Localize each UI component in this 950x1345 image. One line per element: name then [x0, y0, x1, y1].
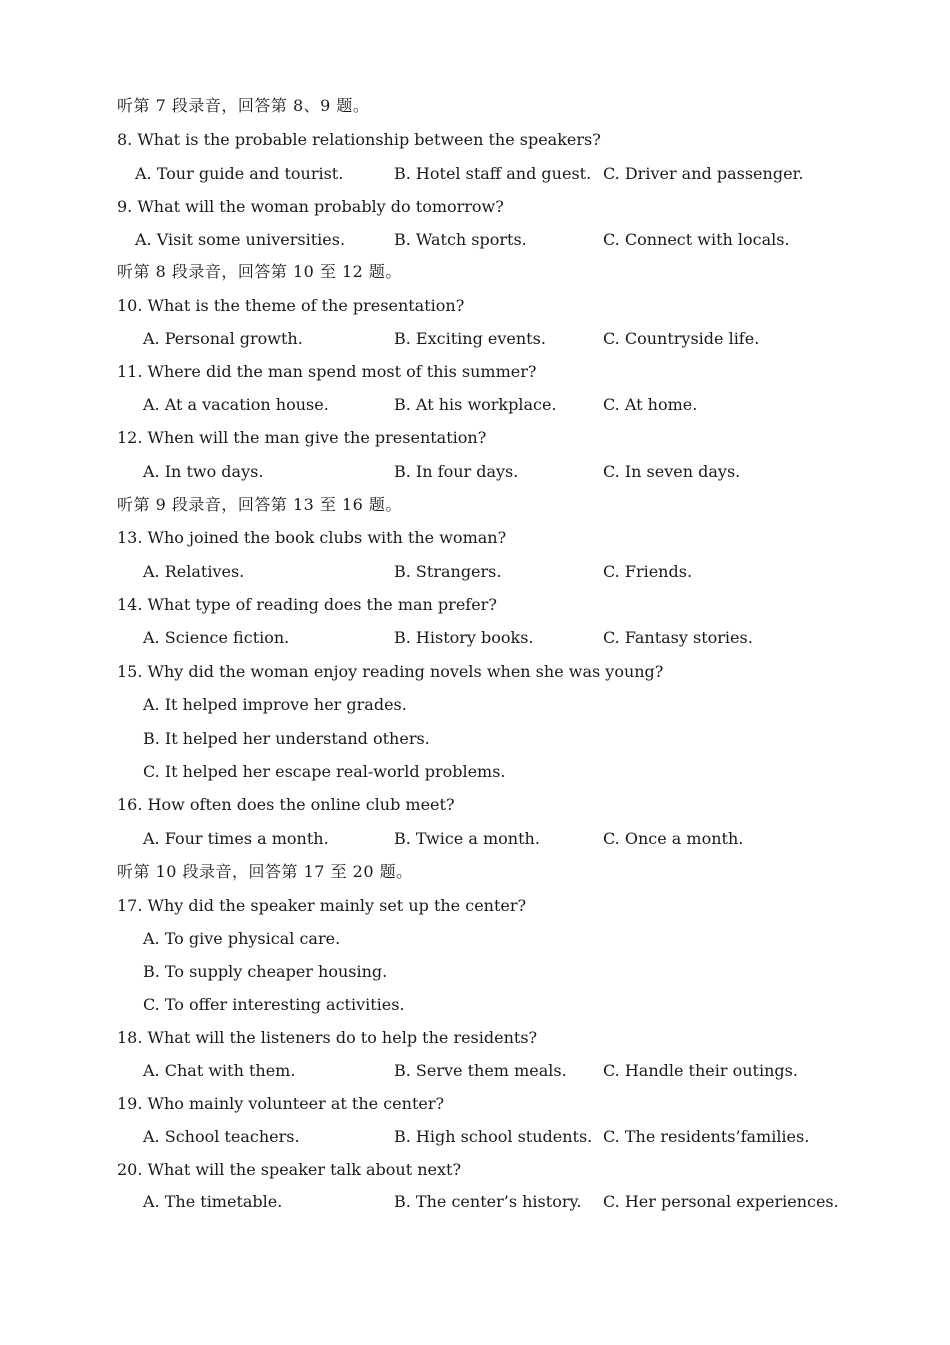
options-12: [0, 455, 950, 488]
question-stem: 20. What will the speaker talk about next?: [117, 1160, 462, 1179]
section-heading: 听第 10 段录音，回答第 17 至 20 题。: [117, 862, 413, 881]
option-b: B. Twice a month.: [394, 829, 540, 848]
question-19: [0, 1087, 950, 1120]
question-stem: 12. When will the man give the presentation?: [117, 428, 487, 447]
option-c: C. Driver and passenger.: [603, 164, 804, 183]
question-18: [0, 1021, 950, 1054]
options-15-c: [0, 755, 950, 788]
question-stem: 11. Where did the man spend most of this summer?: [117, 362, 537, 381]
question-stem: 9. What will the woman probably do tomorrow?: [117, 197, 504, 216]
options-17-b: [0, 955, 950, 988]
question-stem: 14. What type of reading does the man prefer?: [117, 595, 497, 614]
question-stem: 8. What is the probable relationship between the speakers?: [117, 130, 601, 149]
option-a: A. Tour guide and tourist.: [135, 164, 344, 183]
option-b: B. In four days.: [394, 462, 519, 481]
option-a: A. Science fiction.: [143, 628, 290, 647]
section-heading: 听第 7 段录音，回答第 8、9 题。: [117, 96, 370, 115]
option-a: A. To give physical care.: [143, 929, 341, 948]
option-b: B. Exciting events.: [394, 329, 546, 348]
option-c: C. Handle their outings.: [603, 1061, 798, 1080]
question-13: [0, 521, 950, 554]
option-c: C. It helped her escape real-world problems.: [143, 762, 506, 781]
option-a: A. Personal growth.: [143, 329, 303, 348]
option-b: B. Serve them meals.: [394, 1061, 567, 1080]
option-c: C. In seven days.: [603, 462, 741, 481]
options-16: [0, 822, 950, 855]
question-11: [0, 355, 950, 388]
question-stem: 15. Why did the woman enjoy reading novels when she was young?: [117, 662, 664, 681]
options-14: [0, 621, 950, 654]
options-20: [0, 1185, 950, 1218]
options-15-a: [0, 688, 950, 721]
option-c: C. To offer interesting activities.: [143, 995, 405, 1014]
option-a: A. In two days.: [143, 462, 264, 481]
options-18: [0, 1054, 950, 1087]
question-15: [0, 655, 950, 688]
option-b: B. Watch sports.: [394, 230, 527, 249]
option-c: C. Fantasy stories.: [603, 628, 753, 647]
question-12: [0, 421, 950, 454]
options-13: [0, 555, 950, 588]
option-c: C. Countryside life.: [603, 329, 760, 348]
options-10: [0, 322, 950, 355]
question-stem: 19. Who mainly volunteer at the center?: [117, 1094, 445, 1113]
option-a: A. Visit some universities.: [135, 230, 346, 249]
option-a: A. Relatives.: [143, 562, 245, 581]
option-b: B. The center’s history.: [394, 1192, 582, 1211]
section-heading: 听第 9 段录音，回答第 13 至 16 题。: [117, 495, 402, 514]
question-20: [0, 1153, 950, 1186]
options-8: [0, 157, 950, 190]
option-b: B. Hotel staff and guest.: [394, 164, 592, 183]
option-b: B. At his workplace.: [394, 395, 557, 414]
options-15-b: [0, 722, 950, 755]
option-b: B. History books.: [394, 628, 534, 647]
option-c: C. The residents’families.: [603, 1127, 810, 1146]
option-c: C. Friends.: [603, 562, 693, 581]
option-c: C. Her personal experiences.: [603, 1192, 839, 1211]
section-heading: 听第 8 段录音，回答第 10 至 12 题。: [117, 262, 402, 281]
question-9: [0, 190, 950, 223]
option-b: B. It helped her understand others.: [143, 729, 430, 748]
option-a: A. Chat with them.: [143, 1061, 296, 1080]
options-19: [0, 1120, 950, 1153]
option-c: C. At home.: [603, 395, 698, 414]
option-a: A. It helped improve her grades.: [143, 695, 407, 714]
question-17: [0, 889, 950, 922]
options-9: [0, 223, 950, 256]
question-14: [0, 588, 950, 621]
option-a: A. Four times a month.: [143, 829, 329, 848]
options-17-a: [0, 922, 950, 955]
option-b: B. High school students.: [394, 1127, 593, 1146]
option-a: A. The timetable.: [143, 1192, 283, 1211]
question-stem: 10. What is the theme of the presentation?: [117, 296, 465, 315]
option-b: B. To supply cheaper housing.: [143, 962, 388, 981]
question-16: [0, 788, 950, 821]
options-11: [0, 388, 950, 421]
question-stem: 17. Why did the speaker mainly set up the center?: [117, 896, 527, 915]
question-10: [0, 289, 950, 322]
option-a: A. At a vacation house.: [143, 395, 329, 414]
question-stem: 18. What will the listeners do to help the residents?: [117, 1028, 538, 1047]
question-8: [0, 123, 950, 156]
option-c: C. Once a month.: [603, 829, 744, 848]
question-stem: 13. Who joined the book clubs with the woman?: [117, 528, 507, 547]
options-17-c: [0, 988, 950, 1021]
question-stem: 16. How often does the online club meet?: [117, 795, 455, 814]
option-c: C. Connect with locals.: [603, 230, 790, 249]
option-b: B. Strangers.: [394, 562, 502, 581]
option-a: A. School teachers.: [143, 1127, 300, 1146]
